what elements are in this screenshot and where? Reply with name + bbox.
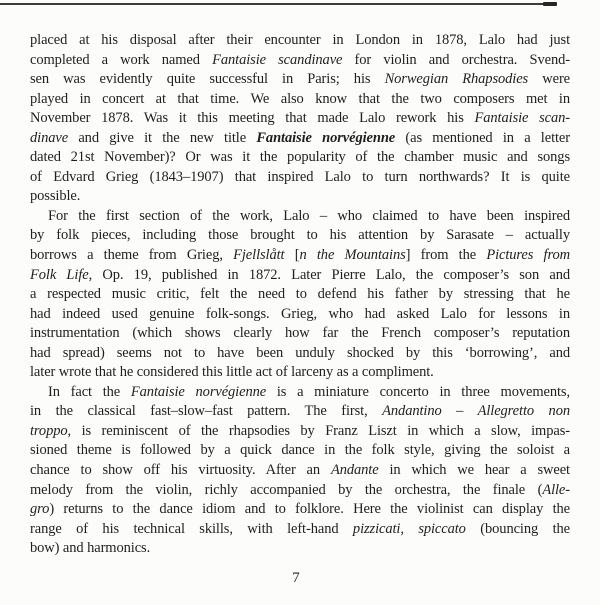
text-run: is a miniature concerto in three movements,	[266, 383, 570, 400]
text-run: range of his technical skills, with left-hand	[30, 520, 353, 537]
text-run: possible.	[30, 188, 81, 205]
top-rule-end-mark	[543, 2, 557, 6]
bold-italic-text: Fantaisie norvégienne	[256, 129, 396, 146]
paragraph	[30, 31, 570, 207]
text-run: and give it the new title	[68, 129, 257, 146]
text-run: ) returns to the dance idiom and to folklore. Here the violinist can display the	[49, 501, 570, 518]
text-line	[30, 520, 570, 540]
text-line	[30, 344, 570, 364]
text-line	[30, 461, 570, 481]
text-line	[30, 129, 570, 149]
text-line	[30, 305, 570, 325]
text-run: a respected music critic, felt the need to defend his father by stressing that he	[30, 286, 570, 303]
italic-text: pizzicati	[352, 520, 401, 537]
text-line	[30, 246, 570, 266]
text-line	[30, 383, 570, 403]
text-run: instrumentation (which shows clearly how far the French composer’s reputation	[30, 325, 570, 342]
text-run: had spread) seems not to have been unduly shocked by this ‘borrowing’, and	[30, 344, 570, 361]
italic-text: Fantaisie scan-	[474, 110, 570, 127]
text-run: dated 21st November)? Or was it the popularity of the chamber music and songs	[30, 149, 570, 166]
paragraph	[30, 383, 570, 559]
text-run: in which we hear a sweet	[378, 462, 570, 479]
text-run: November 1878. Was it this meeting that made Lalo rework his	[30, 110, 475, 127]
body-text	[30, 31, 570, 559]
text-run: bow) and harmonics.	[30, 540, 151, 557]
text-line	[30, 168, 570, 188]
text-run: completed a work named	[30, 51, 213, 68]
text-run: sioned theme is followed by a quick dance in the folk style, giving the soloist a	[30, 442, 570, 459]
text-run: chance to show off his virtuosity. After an	[30, 462, 331, 479]
text-line	[30, 148, 570, 168]
text-line	[30, 539, 570, 559]
italic-text: Pictures from	[486, 247, 570, 264]
text-line	[30, 109, 570, 129]
text-line	[30, 70, 570, 90]
text-line	[30, 187, 570, 207]
text-run: , Op. 19, published in 1872. Later Pierre Lalo, the composer’s son and	[88, 266, 570, 283]
text-run: (as mentioned in a letter	[395, 129, 570, 146]
text-line	[30, 266, 570, 286]
text-run: in the classical fast–slow–fast pattern. The first,	[30, 403, 383, 420]
italic-text: Fantaisie scandinave	[212, 51, 343, 68]
text-line	[30, 481, 570, 501]
text-run: For the first section of the work, Lalo – who claimed to have been inspired	[48, 207, 570, 224]
text-line	[30, 441, 570, 461]
text-run: [	[284, 247, 300, 264]
page-number: 7	[292, 570, 300, 586]
italic-text: troppo	[30, 422, 68, 439]
italic-text: Norwegian Rhapsodies	[384, 71, 529, 88]
text-run: had indeed used genuine folk-songs. Grieg, who had asked Lalo for lessons in	[30, 305, 570, 322]
top-rule-line	[0, 3, 556, 5]
text-run: later wrote that he considered this little act of larceny as a compliment.	[30, 364, 434, 381]
text-line	[30, 500, 570, 520]
paragraph	[30, 207, 570, 383]
text-run: of Edvard Grieg (1843–1907) that inspired Lalo to turn northwards? It is quite	[30, 168, 570, 185]
text-run: for violin and orchestra. Svend-	[342, 51, 570, 68]
text-run: played in concert at that time. We also know that the two composers met in	[30, 90, 570, 107]
italic-text: gro	[30, 501, 50, 518]
text-line	[30, 324, 570, 344]
text-run: placed at his disposal after their encounter in London in 1878, Lalo had just	[30, 32, 570, 48]
italic-text: Fjellslått	[233, 247, 285, 264]
text-run: sen was evidently quite successful in Paris; his	[30, 71, 385, 88]
text-line	[30, 285, 570, 305]
text-line	[30, 90, 570, 110]
italic-text: n the Mountains	[299, 247, 406, 264]
text-run: ,	[400, 520, 419, 537]
text-line	[30, 422, 570, 442]
italic-text: Fantaisie norvégienne	[130, 383, 267, 400]
italic-text: dinave	[30, 129, 69, 146]
italic-text: Andante	[330, 462, 379, 479]
text-line	[30, 207, 570, 227]
text-run: ] from the	[405, 247, 487, 264]
text-run: borrows a theme from Grieg,	[30, 247, 234, 264]
text-line	[30, 51, 570, 71]
italic-text: spiccato	[418, 520, 466, 537]
text-run: melody from the violin, richly accompanied by the orchestra, the finale (	[30, 481, 543, 498]
italic-text: Folk Life	[30, 266, 89, 283]
text-run: were	[528, 71, 570, 88]
text-line	[30, 363, 570, 383]
italic-text: Alle-	[542, 481, 570, 498]
text-run: , is reminiscent of the rhapsodies by Franz Liszt in which a slow, impas-	[67, 422, 570, 439]
text-run: by folk pieces, including those brought to his attention by Sarasate – actually	[30, 227, 570, 244]
text-run: (bouncing the	[465, 520, 570, 537]
text-run: In fact the	[48, 383, 131, 400]
text-line	[30, 402, 570, 422]
text-line	[30, 226, 570, 246]
italic-text: Andantino – Allegretto non	[382, 403, 570, 420]
text-line	[30, 31, 570, 51]
